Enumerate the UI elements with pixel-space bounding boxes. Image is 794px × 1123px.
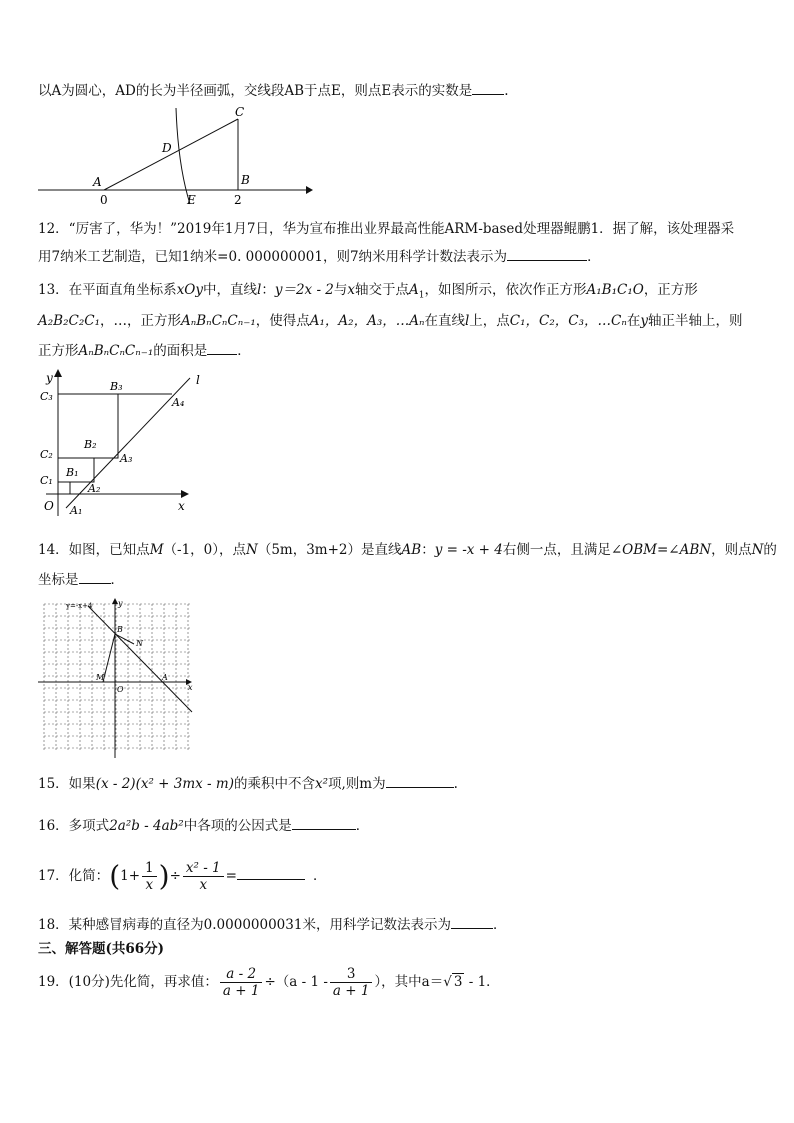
axis-y-label: y xyxy=(46,371,53,385)
label-C2: C₂ xyxy=(40,448,53,461)
answer-blank xyxy=(79,571,111,584)
q13-line1: 13．在平面直角坐标系xOy中，直线l：y＝2x - 2与x轴交于点$A_1$，如图所示，依次作正方形A₁B₁C₁O，正方形 xyxy=(38,282,698,301)
label-D: D xyxy=(162,141,172,155)
origin-label: O xyxy=(44,499,54,513)
label-C: C xyxy=(235,106,245,119)
axis-x-label: x xyxy=(188,683,193,692)
q13-line3: 正方形AₙBₙCₙCₙ₋₁的面积是 ． xyxy=(38,343,251,359)
label-A4: A₄ xyxy=(172,396,185,409)
label-C3: C₃ xyxy=(40,390,53,403)
q19-text: 19．(10分)先化简，再求值： $\frac{a - 2}{a + 1}$ ÷（a - 1 - $\frac{3}{a + 1}$ ），其中a＝√ 3 - 1． xyxy=(38,966,500,999)
q11-prompt: 以A为圆心，AD的长为半径画弧，交线段AB于点E，则点E表示的实数是 xyxy=(38,83,473,99)
answer-blank xyxy=(292,817,356,830)
label-B: B xyxy=(117,625,123,634)
label-B2: B₂ xyxy=(84,438,97,451)
fraction: $\frac{3}{a + 1}$ xyxy=(330,966,373,999)
label-N: N xyxy=(136,639,143,648)
q15-text: 15．如果(x - 2)(x² + 3mx - m)的乘积中不含x²项,则m为 . xyxy=(38,776,458,792)
label-A3: A₃ xyxy=(120,452,133,465)
label-C1: C₁ xyxy=(40,474,53,487)
label-B3: B₃ xyxy=(110,380,123,393)
label-two: 2 xyxy=(234,193,242,206)
label-zero: 0 xyxy=(100,193,108,206)
line-l-label: l xyxy=(196,373,200,387)
q16-text: 16．多项式2a²b - 4ab²中各项的公因式是 ． xyxy=(38,818,370,834)
answer-blank xyxy=(386,775,454,788)
answer-blank xyxy=(207,342,237,355)
q14-line2: 坐标是 ． xyxy=(38,572,124,588)
q12-line1: 12．“厉害了，华为！”2019年1月7日，华为宣布推出业界最高性能ARM-based处理器鲲鹏1．据了解，该处理器采 xyxy=(38,221,735,237)
label-A: A xyxy=(93,175,102,189)
label-B1: B₁ xyxy=(66,466,79,479)
answer-blank xyxy=(237,867,305,880)
q12-line2: 用7纳米工艺制造，已知1纳米=0. 000000001，则7纳米用科学计数法表示为 ． xyxy=(38,249,601,265)
fraction: $\frac{1}{x}$ xyxy=(142,860,157,893)
q18-text: 18．某种感冒病毒的直径为0.0000000031米，用科学记数法表示为 ． xyxy=(38,917,507,933)
q11-text: 以A为圆心，AD的长为半径画弧，交线段AB于点E，则点E表示的实数是 . xyxy=(38,83,509,99)
answer-blank xyxy=(507,248,587,261)
section-heading: 三、解答题(共66分) xyxy=(38,941,165,957)
label-A2: A₂ xyxy=(88,482,101,495)
fraction: $\frac{\text{x² - 1}}{x}$ xyxy=(183,860,224,893)
q13-figure xyxy=(38,368,208,520)
label-A: A xyxy=(162,673,168,682)
answer-blank xyxy=(451,916,493,929)
label-B: B xyxy=(241,173,250,187)
axis-x-label: x xyxy=(178,499,185,513)
q11-figure xyxy=(38,106,313,206)
q14-figure xyxy=(38,598,198,758)
label-M: M xyxy=(96,673,105,682)
q13-line2: A₂B₂C₂C₁，…，正方形AₙBₙCₙCₙ₋₁，使得点A₁，A₂，A₃，…Aₙ在直线l上，点C₁，C₂，C₃，…Cₙ在y轴正半轴上，则 xyxy=(38,313,743,329)
label-A1: A₁ xyxy=(70,504,83,517)
q17-text: 17．化简：(1+ $\frac{1}{x}$ )÷ $\frac{\text{x² - 1}}{x}$ = ． xyxy=(38,859,327,893)
line-label: y=-x+4 xyxy=(66,602,93,610)
q14-line1: 14．如图，已知点M（-1，0），点N（5m，3m+2）是直线AB：y = -x + 4右侧一点，且满足∠OBM=∠ABN，则点N的 xyxy=(38,542,777,558)
origin-label: O xyxy=(117,685,124,694)
fraction: $\frac{a - 2}{a + 1}$ xyxy=(220,966,263,999)
axis-y-label: y xyxy=(118,599,123,608)
label-E: E xyxy=(187,193,196,206)
answer-blank xyxy=(472,82,504,95)
